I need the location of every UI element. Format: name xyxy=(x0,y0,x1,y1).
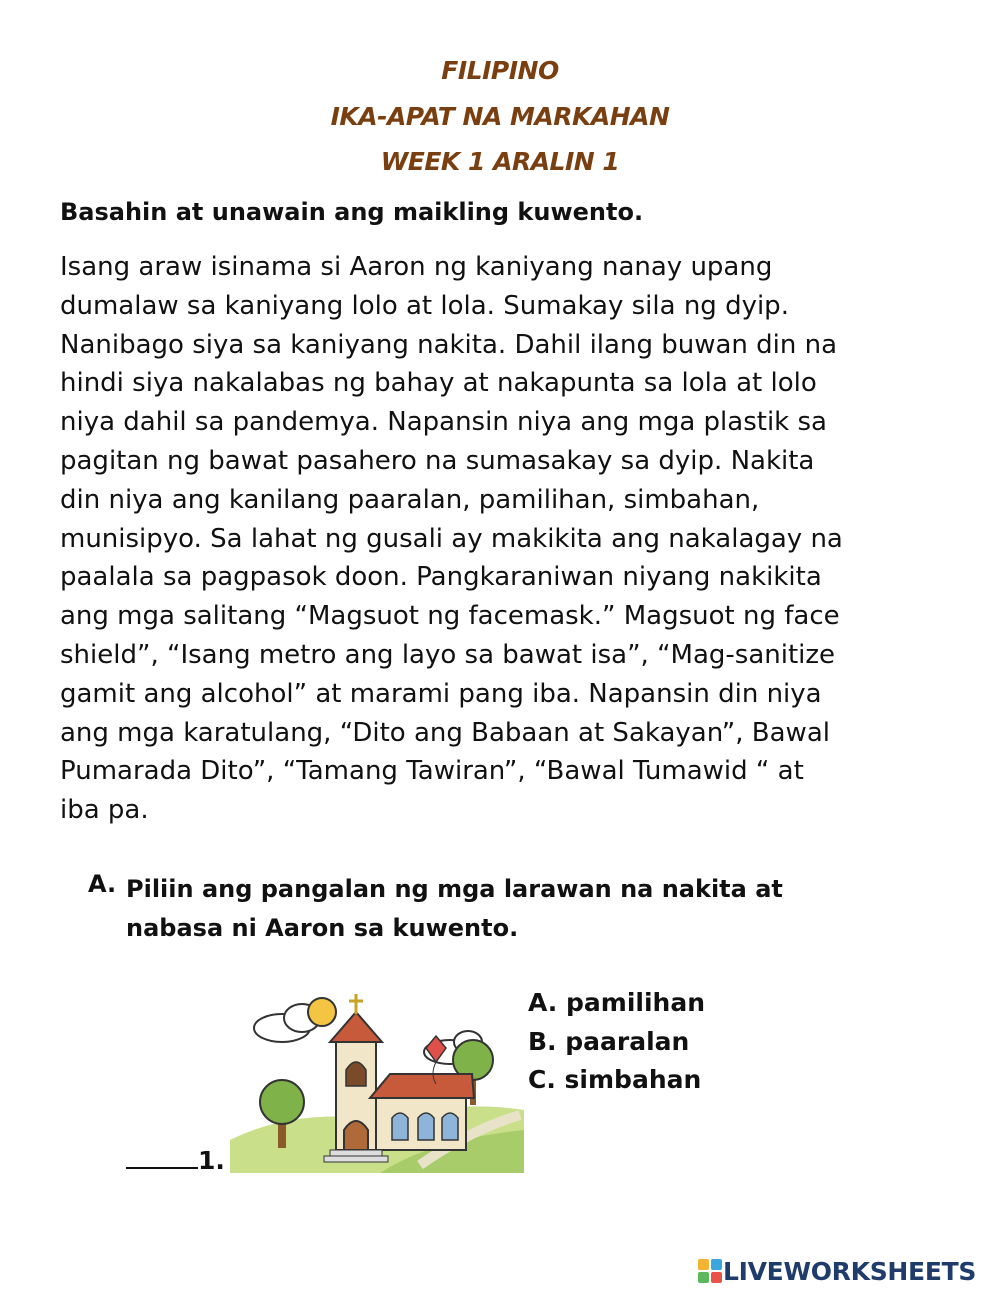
story-line: paalala sa pagpasok doon. Pangkaraniwan niyang nakikita xyxy=(60,562,822,593)
answer-blank-input[interactable] xyxy=(126,1145,198,1169)
story-line: pagitan ng bawat pasahero na sumasakay sa dyip. Nakita xyxy=(60,445,815,476)
story-line: iba pa. xyxy=(60,795,149,826)
liveworksheets-logo-text: LIVEWORKSHEETS xyxy=(723,1256,977,1286)
story-line: hindi siya nakalabas ng bahay at nakapunta sa lola at lolo xyxy=(60,368,817,399)
story-line: Isang araw isinama si Aaron ng kaniyang nanay upang xyxy=(60,252,773,282)
question-label: A. xyxy=(88,870,117,898)
header-week-lesson: WEEK 1 ARALIN 1 xyxy=(380,147,620,176)
story-line: Pumarada Dito”, “Tamang Tawiran”, “Bawal Tumawid “ at xyxy=(60,756,804,787)
header-quarter: IKA-APAT NA MARKAHAN xyxy=(330,102,670,131)
story-line: niya dahil sa pandemya. Napansin niya ang mga plastik sa xyxy=(60,407,827,438)
story-line: ang mga karatulang, “Dito ang Babaan at Sakayan”, Bawal xyxy=(60,717,830,748)
story-line: gamit ang alcohol” at marami pang iba. Napansin din niya xyxy=(60,678,822,709)
instruction-text: Basahin at unawain ang maikling kuwento. xyxy=(60,198,644,226)
story-line: munisipyo. Sa lahat ng gusali ay makikita ang nakalagay na xyxy=(60,523,843,554)
choices-list xyxy=(528,984,705,1100)
story-line: din niya ang kanilang paaralan, pamilihan, simbahan, xyxy=(60,484,760,515)
story-line: shield”, “Isang metro ang layo sa bawat isa”, “Mag-sanitize xyxy=(60,639,836,670)
choice-c: C. simbahan xyxy=(528,1065,702,1094)
question-text xyxy=(126,870,886,948)
choice-b: B. paaralan xyxy=(528,1026,690,1056)
liveworksheets-logo xyxy=(697,1254,976,1288)
header-subject: FILIPINO xyxy=(441,56,559,85)
answer-number: 1. xyxy=(198,1146,225,1175)
answer-item-1 xyxy=(126,1145,225,1175)
liveworksheets-logo-icon xyxy=(697,1258,723,1284)
story-paragraph xyxy=(60,248,950,830)
question-line: Piliin ang pangalan ng mga larawan na nakita at xyxy=(126,875,783,903)
story-line: dumalaw sa kaniyang lolo at lola. Sumakay sila ng dyip. xyxy=(60,290,789,321)
story-line: Nanibago siya sa kaniyang nakita. Dahil ilang buwan din na xyxy=(60,329,838,360)
choice-a: A. pamilihan xyxy=(528,988,706,1017)
church-illustration-icon xyxy=(230,990,524,1173)
question-line: nabasa ni Aaron sa kuwento. xyxy=(126,914,519,942)
story-line: ang mga salitang “Magsuot ng facemask.” Magsuot ng face xyxy=(60,601,840,632)
